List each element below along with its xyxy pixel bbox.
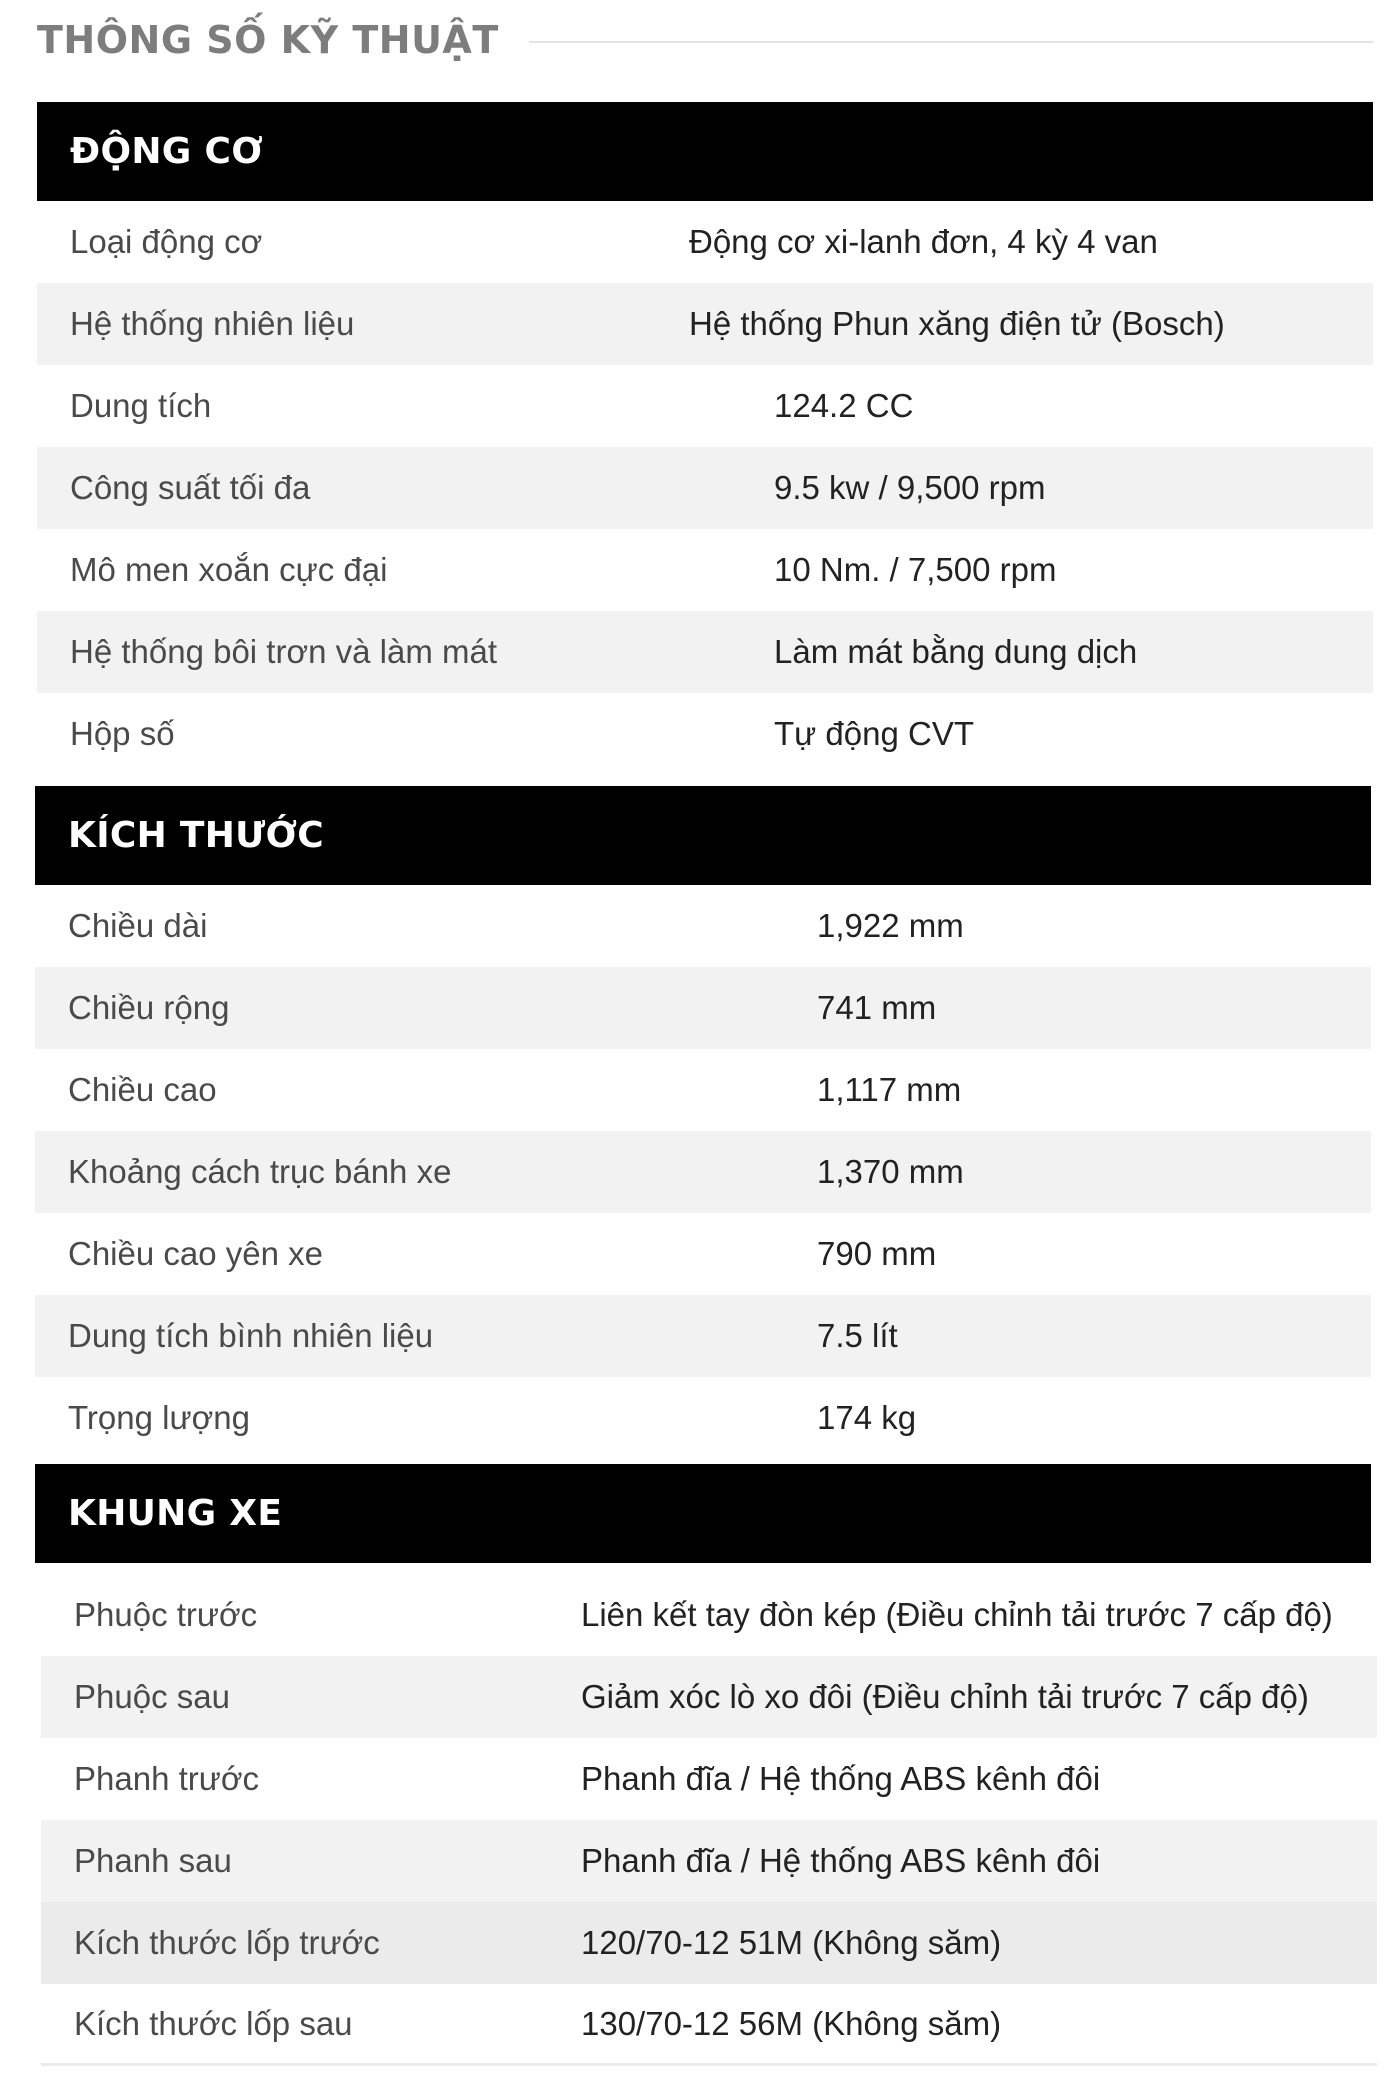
spec-label: Hệ thống nhiên liệu xyxy=(70,305,355,342)
spec-label: Khoảng cách trục bánh xe xyxy=(68,1153,452,1190)
table-row xyxy=(37,201,1373,283)
table-row xyxy=(41,1656,1377,1738)
title-divider xyxy=(529,41,1373,43)
section-title: KHUNG XE xyxy=(68,1493,283,1534)
table-row xyxy=(41,1820,1377,1902)
spec-label: Loại động cơ xyxy=(70,223,263,260)
spec-label: Dung tích bình nhiên liệu xyxy=(68,1317,434,1354)
page-header xyxy=(37,14,1373,66)
spec-label: Chiều rộng xyxy=(68,989,230,1026)
spec-label: Hộp số xyxy=(70,715,175,752)
frame-spec-table xyxy=(41,1574,1377,2066)
spec-value: Giảm xóc lò xo đôi (Điều chỉnh tải trước 7 cấp độ) xyxy=(581,1678,1309,1715)
spec-value: 1,370 mm xyxy=(817,1153,964,1190)
table-row xyxy=(41,1574,1377,1656)
table-row xyxy=(41,1984,1377,2066)
section-header-engine xyxy=(37,102,1373,201)
spec-value: Phanh đĩa / Hệ thống ABS kênh đôi xyxy=(581,1842,1101,1879)
spec-label: Mô men xoắn cực đại xyxy=(70,551,388,588)
spec-label: Dung tích xyxy=(70,387,212,424)
table-row xyxy=(35,967,1371,1049)
table-row xyxy=(37,529,1373,611)
table-row xyxy=(35,885,1371,967)
spec-value: 9.5 kw / 9,500 rpm xyxy=(774,469,1046,506)
section-title: ĐỘNG CƠ xyxy=(70,131,263,172)
spec-label: Chiều cao yên xe xyxy=(68,1235,323,1272)
section-header-dimensions xyxy=(35,786,1371,885)
spec-value: Làm mát bằng dung dịch xyxy=(774,633,1138,670)
spec-value: 790 mm xyxy=(817,1235,937,1272)
spec-label: Chiều dài xyxy=(68,907,208,944)
spec-label: Chiều cao xyxy=(68,1071,217,1108)
table-row xyxy=(37,693,1373,775)
spec-value: 124.2 CC xyxy=(774,387,914,424)
table-row xyxy=(35,1049,1371,1131)
spec-value: Hệ thống Phun xăng điện tử (Bosch) xyxy=(689,305,1225,342)
spec-value: Động cơ xi-lanh đơn, 4 kỳ 4 van xyxy=(689,223,1158,260)
spec-label: Công suất tối đa xyxy=(70,469,311,506)
table-row xyxy=(41,1738,1377,1820)
engine-spec-table xyxy=(37,201,1373,775)
spec-label: Phuộc trước xyxy=(74,1596,258,1633)
table-row xyxy=(37,447,1373,529)
table-row xyxy=(35,1377,1371,1459)
table-row xyxy=(35,1213,1371,1295)
spec-value: Phanh đĩa / Hệ thống ABS kênh đôi xyxy=(581,1760,1101,1797)
spec-value: 10 Nm. / 7,500 rpm xyxy=(774,551,1057,588)
spec-label: Phanh sau xyxy=(74,1842,232,1879)
section-header-frame xyxy=(35,1464,1371,1563)
spec-value: 741 mm xyxy=(817,989,937,1026)
table-row xyxy=(41,1902,1377,1984)
spec-value: Liên kết tay đòn kép (Điều chỉnh tải trước 7 cấp độ) xyxy=(581,1596,1333,1633)
spec-value: 1,117 mm xyxy=(817,1071,962,1108)
spec-label: Hệ thống bôi trơn và làm mát xyxy=(70,633,498,670)
table-row xyxy=(37,283,1373,365)
table-row xyxy=(37,611,1373,693)
spec-label: Trọng lượng xyxy=(68,1399,250,1436)
spec-value: 120/70-12 51M (Không săm) xyxy=(581,1924,1002,1961)
table-row xyxy=(35,1131,1371,1213)
spec-label: Phuộc sau xyxy=(74,1678,230,1715)
spec-label: Kích thước lốp trước xyxy=(74,1924,380,1961)
page-title: THÔNG SỐ KỸ THUẬT xyxy=(37,18,499,62)
table-row xyxy=(37,365,1373,447)
spec-label: Kích thước lốp sau xyxy=(74,2004,353,2042)
dimensions-spec-table xyxy=(35,885,1371,1459)
spec-value: 1,922 mm xyxy=(817,907,964,944)
table-row xyxy=(35,1295,1371,1377)
section-title: KÍCH THƯỚC xyxy=(68,815,325,856)
spec-value: 130/70-12 56M (Không săm) xyxy=(581,2004,1002,2042)
spec-label: Phanh trước xyxy=(74,1760,259,1797)
spec-value: Tự động CVT xyxy=(774,715,974,752)
spec-value: 174 kg xyxy=(817,1399,917,1436)
spec-value: 7.5 lít xyxy=(817,1317,898,1354)
